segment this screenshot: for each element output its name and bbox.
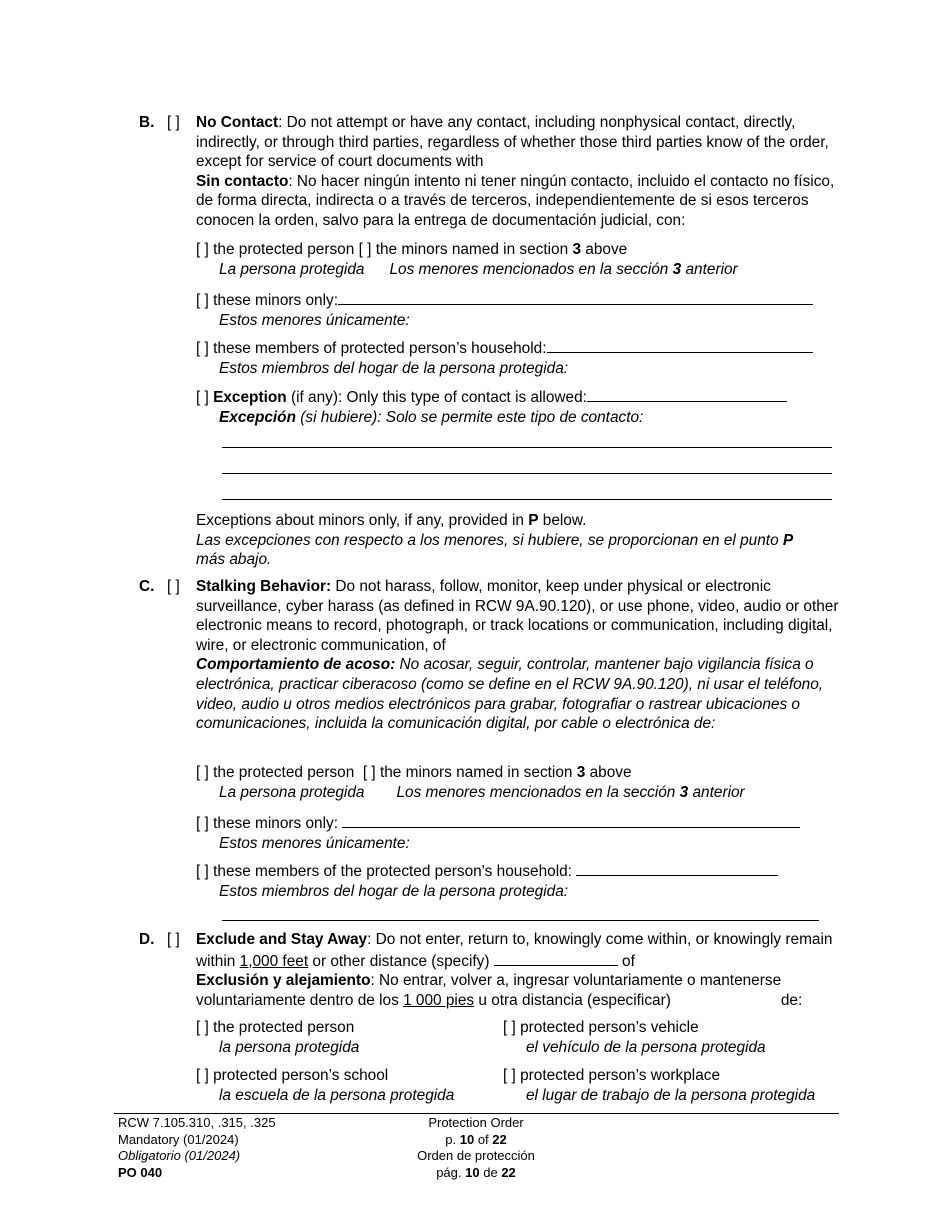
minors-input-line[interactable] bbox=[338, 289, 813, 305]
footer-page-es: 10 bbox=[465, 1164, 480, 1180]
option-label: the protected person bbox=[213, 764, 355, 781]
option-label-es: el lugar de trabajo de la persona protegida bbox=[526, 1086, 816, 1104]
option-label-es: la escuela de la persona protegida bbox=[219, 1086, 455, 1104]
checkbox[interactable]: [ ] bbox=[196, 389, 209, 406]
footer-rcw: RCW 7.105.310, .315, .325 bbox=[118, 1115, 276, 1130]
exception-title-es: Excepción bbox=[219, 408, 296, 426]
section-b-title: No Contact bbox=[196, 114, 279, 131]
footer-title: Protection Order bbox=[428, 1115, 524, 1130]
checkbox[interactable]: [ ] bbox=[196, 863, 209, 880]
option-label: protected person’s school bbox=[213, 1067, 389, 1084]
minors-input-line[interactable] bbox=[342, 812, 800, 828]
section-d-checkbox[interactable]: [ ] bbox=[167, 931, 180, 948]
exception-input-line[interactable] bbox=[587, 386, 787, 402]
footer-page: 10 bbox=[459, 1131, 475, 1147]
checkbox[interactable]: [ ] bbox=[196, 292, 209, 309]
opt-protected-person bbox=[196, 1018, 359, 1057]
checkbox[interactable]: [ ] bbox=[196, 340, 209, 357]
option-label-es: el vehículo de la persona protegida bbox=[526, 1038, 766, 1056]
option-label: the protected person bbox=[213, 1019, 355, 1036]
section-number: 3 bbox=[576, 764, 586, 781]
section-b-option-3 bbox=[196, 337, 841, 378]
option-label: (if any): Only this type of contact is allowed: bbox=[290, 389, 587, 406]
checkbox[interactable]: [ ] bbox=[362, 764, 376, 781]
household-extra-line[interactable] bbox=[222, 920, 819, 921]
section-c-body: Do not harass, follow, monitor, keep under physical or electronic surveillance, cyber harass (as defined in RCW 9A.90.120), or use phone, video, audio or other electronic means to record, photograph, or track locations or communication, including digital, wire, or electronic communication, of bbox=[196, 578, 839, 654]
section-c-option-3 bbox=[196, 860, 841, 901]
note-ref-es: P bbox=[782, 531, 794, 549]
section-number: 3 bbox=[572, 241, 582, 258]
option-label-es: Estos miembros del hogar de la persona protegida: bbox=[219, 882, 569, 900]
section-d-body-es: de: bbox=[780, 991, 803, 1009]
option-label: the protected person bbox=[213, 241, 355, 258]
section-b-option-2 bbox=[196, 289, 841, 330]
section-b-title-es: Sin contacto bbox=[196, 172, 289, 190]
section-d-title: Exclude and Stay Away bbox=[196, 931, 368, 948]
exception-line-1[interactable] bbox=[222, 447, 832, 448]
option-label-es: anterior bbox=[692, 783, 745, 801]
option-label: protected person’s workplace bbox=[520, 1067, 721, 1084]
section-d-body: : Do not enter, return to, knowingly come within, or knowingly remain within bbox=[196, 931, 833, 970]
footer-of-es: de bbox=[483, 1164, 498, 1180]
option-label-es: La persona protegida bbox=[219, 260, 365, 278]
exception-line-2[interactable] bbox=[222, 473, 832, 474]
section-b-letter: B. bbox=[139, 114, 155, 131]
household-input-line[interactable] bbox=[547, 337, 813, 353]
footer-title-es: Orden de protección bbox=[417, 1148, 535, 1163]
checkbox[interactable]: [ ] bbox=[196, 764, 209, 781]
note-text-es: Las excepciones con respecto a los menores, si hubiere, se proporcionan en el punto bbox=[196, 531, 779, 549]
option-label-es: Estos miembros del hogar de la persona protegida: bbox=[219, 359, 569, 377]
household-input-line[interactable] bbox=[576, 860, 778, 876]
section-number-es: 3 bbox=[679, 783, 689, 801]
note-text: below. bbox=[542, 512, 587, 529]
section-b-text bbox=[196, 113, 841, 231]
section-d-letter: D. bbox=[139, 931, 155, 948]
option-label-es: Los menores mencionados en la sección bbox=[389, 260, 669, 278]
section-b-option-4 bbox=[196, 386, 841, 427]
section-b-body-es: : No hacer ningún intento ni tener ningún contacto, incluido el contacto no físico, de forma directa, indirecta o a través de terceros, independientemente de si esos terceros conocen la orden, salvo para la entrega de documentación judicial, con: bbox=[196, 172, 835, 229]
footer-page-prefix-es: pág. bbox=[436, 1164, 462, 1180]
option-label: these minors only: bbox=[213, 292, 339, 309]
section-c-letter: C. bbox=[139, 578, 155, 595]
footer-total-es: 22 bbox=[501, 1164, 516, 1180]
option-label-es: La persona protegida bbox=[219, 783, 365, 801]
footer-form-number: PO 040 bbox=[118, 1164, 163, 1180]
section-d-text bbox=[196, 930, 841, 1010]
section-c-text bbox=[196, 577, 841, 734]
option-label: these minors only: bbox=[213, 815, 339, 832]
opt-workplace bbox=[503, 1066, 815, 1105]
section-b-body: : Do not attempt or have any contact, including nonphysical contact, directly, indirectly, or through third parties, regardless of whether those third parties know of the order, except for service of court documents with bbox=[196, 114, 829, 171]
checkbox[interactable]: [ ] bbox=[196, 815, 209, 832]
checkbox[interactable]: [ ] bbox=[196, 1067, 209, 1084]
note-text: Exceptions about minors only, if any, provided in bbox=[196, 512, 524, 529]
section-d-body: or other distance (specify) bbox=[312, 952, 490, 970]
section-d-body-es: : No entrar, volver a, ingresar voluntariamente o mantenerse voluntariamente dentro de los bbox=[196, 972, 782, 1009]
section-d-title-es: Exclusión y alejamiento bbox=[196, 972, 371, 990]
exception-line-3[interactable] bbox=[222, 499, 832, 500]
option-label: these members of protected person’s household: bbox=[213, 340, 547, 357]
section-c-body-es: No acosar, seguir, controlar, mantener bajo vigilancia física o electrónica, practicar ciberacoso (como se define en el RCW 9A.90.120), ni usar el teléfono, video, audio u otros medios electrónicos para grabar, fotografiar o rastrear ubicaciones o comunicaciones, incluida la comunicación digital, por cable o electrónica de: bbox=[196, 656, 824, 733]
distance-value: 1,000 feet bbox=[239, 952, 309, 970]
option-label: protected person’s vehicle bbox=[520, 1019, 699, 1036]
section-c-option-1 bbox=[196, 763, 841, 802]
option-label-es: anterior bbox=[685, 260, 738, 278]
option-label-es: Estos menores únicamente: bbox=[219, 311, 410, 329]
distance-value-es: 1 000 pies bbox=[403, 991, 475, 1009]
note-text-es: más abajo. bbox=[196, 551, 272, 569]
section-b-note bbox=[196, 511, 806, 570]
option-label: these members of the protected person's household: bbox=[213, 863, 572, 880]
checkbox[interactable]: [ ] bbox=[503, 1067, 516, 1084]
checkbox[interactable]: [ ] bbox=[196, 1019, 209, 1036]
section-number-es: 3 bbox=[672, 260, 682, 278]
option-label: the minors named in section bbox=[379, 764, 573, 781]
option-label: the minors named in section bbox=[375, 241, 569, 258]
section-c-title-es: Comportamiento de acoso: bbox=[196, 656, 396, 674]
checkbox[interactable]: [ ] bbox=[503, 1019, 516, 1036]
option-label-es: Estos menores únicamente: bbox=[219, 834, 410, 852]
checkbox[interactable]: [ ] bbox=[196, 241, 209, 258]
section-c-title: Stalking Behavior: bbox=[196, 578, 332, 595]
checkbox[interactable]: [ ] bbox=[358, 241, 372, 258]
note-ref: P bbox=[528, 512, 539, 529]
section-d-body: of bbox=[622, 952, 635, 970]
opt-school bbox=[196, 1066, 454, 1105]
footer-divider bbox=[114, 1113, 839, 1114]
option-label-es: Los menores mencionados en la sección bbox=[396, 783, 676, 801]
exception-title: Exception bbox=[213, 389, 287, 406]
distance-input-line[interactable] bbox=[494, 950, 618, 966]
footer-page-prefix: p. bbox=[445, 1131, 457, 1147]
footer-center bbox=[376, 1115, 576, 1181]
option-label-es: (si hubiere): Solo se permite este tipo de contacto: bbox=[300, 408, 644, 426]
option-label-es: la persona protegida bbox=[219, 1038, 360, 1056]
option-label: above bbox=[585, 241, 628, 258]
section-b-option-1 bbox=[196, 240, 841, 279]
section-c-option-2 bbox=[196, 812, 841, 853]
section-c-checkbox[interactable]: [ ] bbox=[167, 578, 180, 595]
footer-total: 22 bbox=[492, 1131, 507, 1147]
footer-mandatory: Mandatory (01/2024) bbox=[118, 1131, 239, 1147]
section-d-body-es: u otra distancia (especificar) bbox=[478, 991, 671, 1009]
opt-vehicle bbox=[503, 1018, 766, 1057]
section-b-checkbox[interactable]: [ ] bbox=[167, 114, 180, 131]
footer-of: of bbox=[477, 1131, 489, 1147]
footer-mandatory-es: Obligatorio (01/2024) bbox=[118, 1148, 241, 1163]
option-label: above bbox=[589, 764, 632, 781]
footer-left bbox=[118, 1115, 276, 1181]
